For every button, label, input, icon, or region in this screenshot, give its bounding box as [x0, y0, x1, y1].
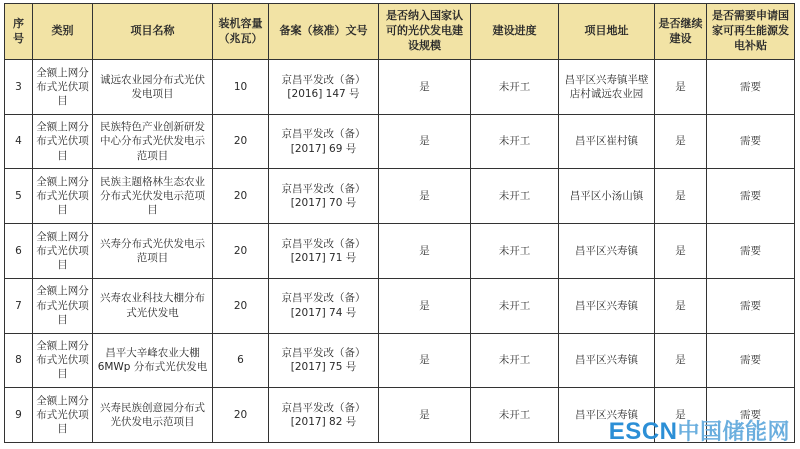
watermark-zh: 中国储能网 [677, 420, 790, 445]
table-header [5, 4, 795, 60]
cell-progress: 未开工 [471, 278, 559, 333]
header-apply-subsidy: 是否需要申请国家可再生能源发电补贴 [707, 4, 795, 60]
cell-in-scale: 是 [379, 169, 471, 224]
cell-category: 全额上网分布式光伏项目 [33, 60, 93, 115]
project-table [4, 3, 795, 443]
table-row [5, 114, 795, 169]
header-progress: 建设进度 [471, 4, 559, 60]
cell-record-doc: 京昌平发改（备）[2017] 75 号 [269, 333, 379, 388]
header-category: 类别 [33, 4, 93, 60]
cell-continue-build: 是 [655, 388, 707, 443]
cell-progress: 未开工 [471, 60, 559, 115]
cell-in-scale: 是 [379, 114, 471, 169]
cell-continue-build: 是 [655, 114, 707, 169]
cell-continue-build: 是 [655, 278, 707, 333]
cell-seq: 4 [5, 114, 33, 169]
cell-apply-subsidy: 需要 [707, 169, 795, 224]
cell-seq: 7 [5, 278, 33, 333]
header-record-doc: 备案（核准）文号 [269, 4, 379, 60]
table-row [5, 388, 795, 443]
header-seq: 序号 [5, 4, 33, 60]
cell-category: 全额上网分布式光伏项目 [33, 333, 93, 388]
cell-in-scale: 是 [379, 278, 471, 333]
cell-continue-build: 是 [655, 60, 707, 115]
cell-progress: 未开工 [471, 169, 559, 224]
header-capacity: 装机容量（兆瓦） [213, 4, 269, 60]
cell-address: 昌平区兴寿镇 [559, 388, 655, 443]
cell-project-name: 民族特色产业创新研发中心分布式光伏发电示范项目 [93, 114, 213, 169]
cell-seq: 6 [5, 224, 33, 279]
header-in-scale: 是否纳入国家认可的光伏发电建设规模 [379, 4, 471, 60]
cell-address: 昌平区小汤山镇 [559, 169, 655, 224]
header-address: 项目地址 [559, 4, 655, 60]
cell-address: 昌平区兴寿镇 [559, 224, 655, 279]
cell-capacity: 20 [213, 224, 269, 279]
cell-progress: 未开工 [471, 333, 559, 388]
cell-project-name: 昌平大辛峰农业大棚 6MWp 分布式光伏发电 [93, 333, 213, 388]
cell-progress: 未开工 [471, 388, 559, 443]
cell-in-scale: 是 [379, 60, 471, 115]
cell-apply-subsidy: 需要 [707, 224, 795, 279]
table-row [5, 169, 795, 224]
header-continue-build: 是否继续建设 [655, 4, 707, 60]
cell-address: 昌平区崔村镇 [559, 114, 655, 169]
cell-project-name: 兴寿分布式光伏发电示范项目 [93, 224, 213, 279]
cell-capacity: 6 [213, 333, 269, 388]
cell-category: 全额上网分布式光伏项目 [33, 224, 93, 279]
cell-address: 昌平区兴寿镇半壁店村诚远农业园 [559, 60, 655, 115]
table-row [5, 224, 795, 279]
cell-continue-build: 是 [655, 224, 707, 279]
header-project-name: 项目名称 [93, 4, 213, 60]
cell-continue-build: 是 [655, 333, 707, 388]
cell-capacity: 20 [213, 169, 269, 224]
cell-seq: 3 [5, 60, 33, 115]
cell-record-doc: 京昌平发改（备）[2017] 69 号 [269, 114, 379, 169]
cell-in-scale: 是 [379, 333, 471, 388]
cell-record-doc: 京昌平发改（备）[2017] 71 号 [269, 224, 379, 279]
cell-seq: 8 [5, 333, 33, 388]
cell-record-doc: 京昌平发改（备）[2017] 70 号 [269, 169, 379, 224]
cell-category: 全额上网分布式光伏项目 [33, 388, 93, 443]
cell-continue-build: 是 [655, 169, 707, 224]
cell-in-scale: 是 [379, 224, 471, 279]
cell-apply-subsidy: 需要 [707, 278, 795, 333]
cell-project-name: 兴寿农业科技大棚分布式光伏发电 [93, 278, 213, 333]
table-body [5, 60, 795, 443]
cell-project-name: 诚远农业园分布式光伏发电项目 [93, 60, 213, 115]
cell-in-scale: 是 [379, 388, 471, 443]
cell-category: 全额上网分布式光伏项目 [33, 278, 93, 333]
cell-record-doc: 京昌平发改（备）[2017] 82 号 [269, 388, 379, 443]
cell-address: 昌平区兴寿镇 [559, 278, 655, 333]
cell-seq: 5 [5, 169, 33, 224]
cell-progress: 未开工 [471, 114, 559, 169]
cell-record-doc: 京昌平发改（备）[2016] 147 号 [269, 60, 379, 115]
cell-project-name: 兴寿民族创意园分布式光伏发电示范项目 [93, 388, 213, 443]
cell-project-name: 民族主题格林生态农业分布式光伏发电示范项目 [93, 169, 213, 224]
watermark-en: ESCN [608, 418, 678, 445]
cell-progress: 未开工 [471, 224, 559, 279]
cell-capacity: 20 [213, 114, 269, 169]
cell-address: 昌平区兴寿镇 [559, 333, 655, 388]
cell-category: 全额上网分布式光伏项目 [33, 169, 93, 224]
cell-capacity: 20 [213, 388, 269, 443]
table-row [5, 60, 795, 115]
cell-record-doc: 京昌平发改（备）[2017] 74 号 [269, 278, 379, 333]
cell-apply-subsidy: 需要 [707, 388, 795, 443]
cell-apply-subsidy: 需要 [707, 114, 795, 169]
cell-seq: 9 [5, 388, 33, 443]
cell-apply-subsidy: 需要 [707, 333, 795, 388]
cell-category: 全额上网分布式光伏项目 [33, 114, 93, 169]
table-row [5, 278, 795, 333]
cell-capacity: 20 [213, 278, 269, 333]
cell-capacity: 10 [213, 60, 269, 115]
table-row [5, 333, 795, 388]
cell-apply-subsidy: 需要 [707, 60, 795, 115]
